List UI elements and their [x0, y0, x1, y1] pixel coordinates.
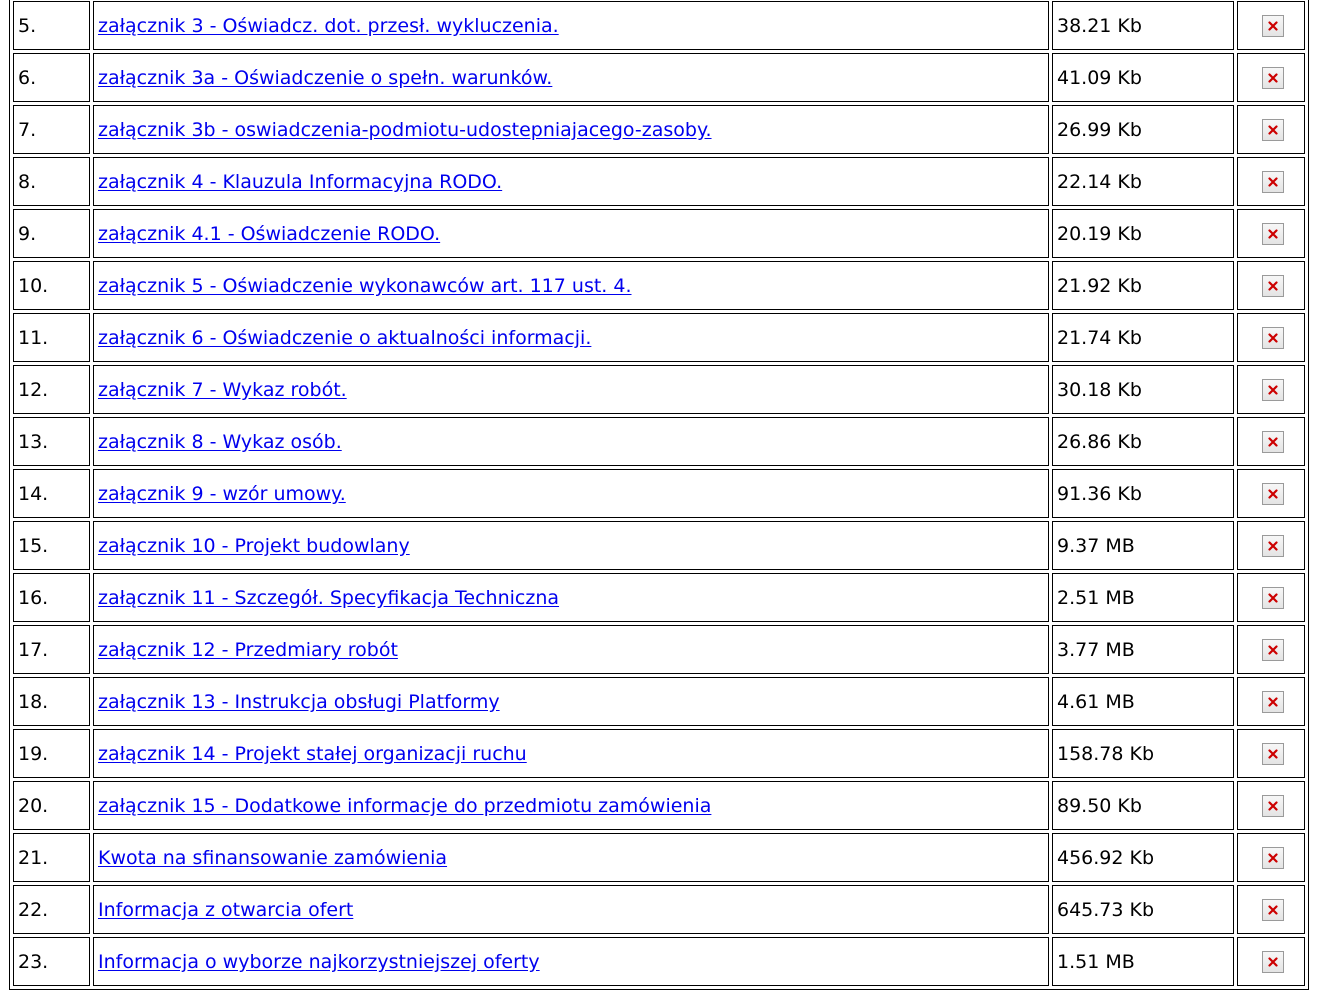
file-name-cell — [93, 885, 1049, 934]
delete-button[interactable] — [1262, 899, 1284, 921]
file-name-cell — [93, 677, 1049, 726]
file-download-link[interactable]: załącznik 8 - Wykaz osób. — [98, 430, 342, 453]
row-number-cell — [13, 105, 90, 154]
table-row — [13, 677, 1305, 726]
delete-x-icon — [1268, 593, 1278, 603]
attachments-table-body — [13, 1, 1305, 986]
action-cell — [1237, 1, 1305, 50]
row-number-cell — [13, 677, 90, 726]
file-size: 456.92 Kb — [1057, 846, 1155, 869]
row-number-cell — [13, 53, 90, 102]
attachments-list — [9, 0, 1309, 990]
row-number: 12. — [18, 378, 49, 401]
file-size-cell — [1052, 521, 1234, 570]
file-size-cell — [1052, 261, 1234, 310]
delete-x-icon — [1268, 905, 1278, 915]
file-name-cell — [93, 417, 1049, 466]
row-number: 9. — [18, 222, 37, 245]
file-size-cell — [1052, 469, 1234, 518]
file-size-cell — [1052, 1, 1234, 50]
file-name-cell — [93, 53, 1049, 102]
delete-x-icon — [1268, 21, 1278, 31]
action-cell — [1237, 365, 1305, 414]
delete-button[interactable] — [1262, 743, 1284, 765]
delete-x-icon — [1268, 333, 1278, 343]
delete-button[interactable] — [1262, 275, 1284, 297]
file-download-link[interactable]: załącznik 14 - Projekt stałej organizacji ruchu — [98, 742, 527, 765]
delete-button[interactable] — [1262, 119, 1284, 141]
row-number: 16. — [18, 586, 49, 609]
table-row — [13, 729, 1305, 778]
action-cell — [1237, 573, 1305, 622]
table-row — [13, 417, 1305, 466]
row-number-cell — [13, 625, 90, 674]
row-number-cell — [13, 469, 90, 518]
file-size: 38.21 Kb — [1057, 14, 1142, 37]
file-name-cell — [93, 1, 1049, 50]
file-download-link[interactable]: załącznik 15 - Dodatkowe informacje do przedmiotu zamówienia — [98, 794, 712, 817]
file-size-cell — [1052, 573, 1234, 622]
row-number: 10. — [18, 274, 49, 297]
row-number-cell — [13, 885, 90, 934]
row-number: 14. — [18, 482, 49, 505]
row-number: 21. — [18, 846, 49, 869]
row-number-cell — [13, 261, 90, 310]
file-size-cell — [1052, 625, 1234, 674]
delete-x-icon — [1268, 749, 1278, 759]
action-cell — [1237, 729, 1305, 778]
file-size-cell — [1052, 53, 1234, 102]
file-download-link[interactable]: załącznik 11 - Szczegół. Specyfikacja Techniczna — [98, 586, 560, 609]
file-size-cell — [1052, 105, 1234, 154]
file-download-link[interactable]: Kwota na sfinansowanie zamówienia — [98, 846, 448, 869]
action-cell — [1237, 209, 1305, 258]
file-size: 20.19 Kb — [1057, 222, 1142, 245]
table-row — [13, 105, 1305, 154]
row-number: 18. — [18, 690, 49, 713]
row-number: 8. — [18, 170, 37, 193]
delete-button[interactable] — [1262, 535, 1284, 557]
file-size: 2.51 MB — [1057, 586, 1135, 609]
file-size-cell — [1052, 417, 1234, 466]
file-size: 30.18 Kb — [1057, 378, 1142, 401]
delete-x-icon — [1268, 437, 1278, 447]
file-size: 41.09 Kb — [1057, 66, 1142, 89]
delete-button[interactable] — [1262, 67, 1284, 89]
file-download-link[interactable]: załącznik 5 - Oświadczenie wykonawców art. 117 ust. 4. — [98, 274, 632, 297]
file-download-link[interactable]: załącznik 3 - Oświadcz. dot. przesł. wykluczenia. — [98, 14, 559, 37]
delete-x-icon — [1268, 281, 1278, 291]
delete-x-icon — [1268, 229, 1278, 239]
file-size-cell — [1052, 209, 1234, 258]
action-cell — [1237, 157, 1305, 206]
action-cell — [1237, 521, 1305, 570]
delete-x-icon — [1268, 385, 1278, 395]
file-size-cell — [1052, 157, 1234, 206]
file-size-cell — [1052, 937, 1234, 986]
file-size-cell — [1052, 885, 1234, 934]
table-row — [13, 313, 1305, 362]
row-number-cell — [13, 573, 90, 622]
file-size: 1.51 MB — [1057, 950, 1135, 973]
file-name-cell — [93, 729, 1049, 778]
file-size: 3.77 MB — [1057, 638, 1135, 661]
row-number: 17. — [18, 638, 49, 661]
file-size-cell — [1052, 833, 1234, 882]
file-download-link[interactable]: załącznik 3a - Oświadczenie o spełn. warunków. — [98, 66, 553, 89]
table-row — [13, 365, 1305, 414]
delete-x-icon — [1268, 853, 1278, 863]
row-number-cell — [13, 833, 90, 882]
action-cell — [1237, 677, 1305, 726]
delete-x-icon — [1268, 645, 1278, 655]
delete-button[interactable] — [1262, 483, 1284, 505]
file-name-cell — [93, 573, 1049, 622]
file-download-link[interactable]: Informacja z otwarcia ofert — [98, 898, 354, 921]
delete-button[interactable] — [1262, 379, 1284, 401]
row-number-cell — [13, 781, 90, 830]
action-cell — [1237, 261, 1305, 310]
row-number: 6. — [18, 66, 37, 89]
delete-x-icon — [1268, 541, 1278, 551]
row-number-cell — [13, 313, 90, 362]
row-number: 5. — [18, 14, 37, 37]
delete-button[interactable] — [1262, 587, 1284, 609]
delete-x-icon — [1268, 697, 1278, 707]
table-row — [13, 833, 1305, 882]
file-size-cell — [1052, 365, 1234, 414]
row-number: 13. — [18, 430, 49, 453]
delete-button[interactable] — [1262, 795, 1284, 817]
table-row — [13, 261, 1305, 310]
file-download-link[interactable]: załącznik 12 - Przedmiary robót — [98, 638, 398, 661]
file-size-cell — [1052, 677, 1234, 726]
file-download-link[interactable]: załącznik 13 - Instrukcja obsługi Platformy — [98, 690, 500, 713]
file-download-link[interactable]: załącznik 4 - Klauzula Informacyjna RODO. — [98, 170, 503, 193]
file-size-cell — [1052, 313, 1234, 362]
delete-x-icon — [1268, 489, 1278, 499]
action-cell — [1237, 833, 1305, 882]
row-number: 11. — [18, 326, 49, 349]
file-name-cell — [93, 209, 1049, 258]
file-size: 91.36 Kb — [1057, 482, 1142, 505]
file-name-cell — [93, 261, 1049, 310]
file-size: 21.74 Kb — [1057, 326, 1142, 349]
row-number-cell — [13, 209, 90, 258]
row-number: 20. — [18, 794, 49, 817]
table-row — [13, 625, 1305, 674]
file-size: 26.99 Kb — [1057, 118, 1142, 141]
file-size: 89.50 Kb — [1057, 794, 1142, 817]
table-row — [13, 937, 1305, 986]
file-name-cell — [93, 157, 1049, 206]
row-number-cell — [13, 1, 90, 50]
delete-x-icon — [1268, 177, 1278, 187]
file-name-cell — [93, 469, 1049, 518]
attachments-table — [9, 0, 1309, 990]
file-download-link[interactable]: załącznik 3b - oswiadczenia-podmiotu-udostepniajacego-zasoby. — [98, 118, 712, 141]
action-cell — [1237, 53, 1305, 102]
delete-button[interactable] — [1262, 431, 1284, 453]
action-cell — [1237, 885, 1305, 934]
delete-button[interactable] — [1262, 327, 1284, 349]
file-download-link[interactable]: załącznik 6 - Oświadczenie o aktualności informacji. — [98, 326, 592, 349]
file-size: 26.86 Kb — [1057, 430, 1142, 453]
table-row — [13, 521, 1305, 570]
row-number-cell — [13, 937, 90, 986]
file-download-link[interactable]: załącznik 9 - wzór umowy. — [98, 482, 346, 505]
action-cell — [1237, 417, 1305, 466]
row-number-cell — [13, 417, 90, 466]
file-download-link[interactable]: załącznik 4.1 - Oświadczenie RODO. — [98, 222, 441, 245]
row-number: 23. — [18, 950, 49, 973]
table-row — [13, 157, 1305, 206]
row-number-cell — [13, 157, 90, 206]
delete-button[interactable] — [1262, 639, 1284, 661]
file-name-cell — [93, 521, 1049, 570]
row-number-cell — [13, 729, 90, 778]
file-size: 21.92 Kb — [1057, 274, 1142, 297]
file-size: 4.61 MB — [1057, 690, 1135, 713]
delete-x-icon — [1268, 801, 1278, 811]
file-name-cell — [93, 937, 1049, 986]
table-row — [13, 573, 1305, 622]
action-cell — [1237, 313, 1305, 362]
row-number-cell — [13, 521, 90, 570]
file-size-cell — [1052, 729, 1234, 778]
action-cell — [1237, 781, 1305, 830]
row-number: 22. — [18, 898, 49, 921]
delete-button[interactable] — [1262, 15, 1284, 37]
delete-button[interactable] — [1262, 223, 1284, 245]
file-size-cell — [1052, 781, 1234, 830]
file-name-cell — [93, 781, 1049, 830]
file-size: 22.14 Kb — [1057, 170, 1142, 193]
action-cell — [1237, 625, 1305, 674]
row-number: 19. — [18, 742, 49, 765]
table-row — [13, 1, 1305, 50]
file-name-cell — [93, 833, 1049, 882]
delete-button[interactable] — [1262, 951, 1284, 973]
file-size: 645.73 Kb — [1057, 898, 1155, 921]
file-name-cell — [93, 313, 1049, 362]
action-cell — [1237, 469, 1305, 518]
file-download-link[interactable]: Informacja o wyborze najkorzystniejszej oferty — [98, 950, 540, 973]
delete-x-icon — [1268, 73, 1278, 83]
table-row — [13, 885, 1305, 934]
delete-button[interactable] — [1262, 171, 1284, 193]
file-size: 9.37 MB — [1057, 534, 1135, 557]
table-row — [13, 53, 1305, 102]
row-number: 7. — [18, 118, 37, 141]
table-row — [13, 469, 1305, 518]
file-name-cell — [93, 365, 1049, 414]
delete-x-icon — [1268, 125, 1278, 135]
file-name-cell — [93, 625, 1049, 674]
delete-button[interactable] — [1262, 691, 1284, 713]
row-number: 15. — [18, 534, 49, 557]
delete-x-icon — [1268, 957, 1278, 967]
table-row — [13, 781, 1305, 830]
file-download-link[interactable]: załącznik 7 - Wykaz robót. — [98, 378, 347, 401]
row-number-cell — [13, 365, 90, 414]
table-row — [13, 209, 1305, 258]
file-size: 158.78 Kb — [1057, 742, 1155, 765]
file-name-cell — [93, 105, 1049, 154]
file-download-link[interactable]: załącznik 10 - Projekt budowlany — [98, 534, 410, 557]
action-cell — [1237, 105, 1305, 154]
delete-button[interactable] — [1262, 847, 1284, 869]
action-cell — [1237, 937, 1305, 986]
